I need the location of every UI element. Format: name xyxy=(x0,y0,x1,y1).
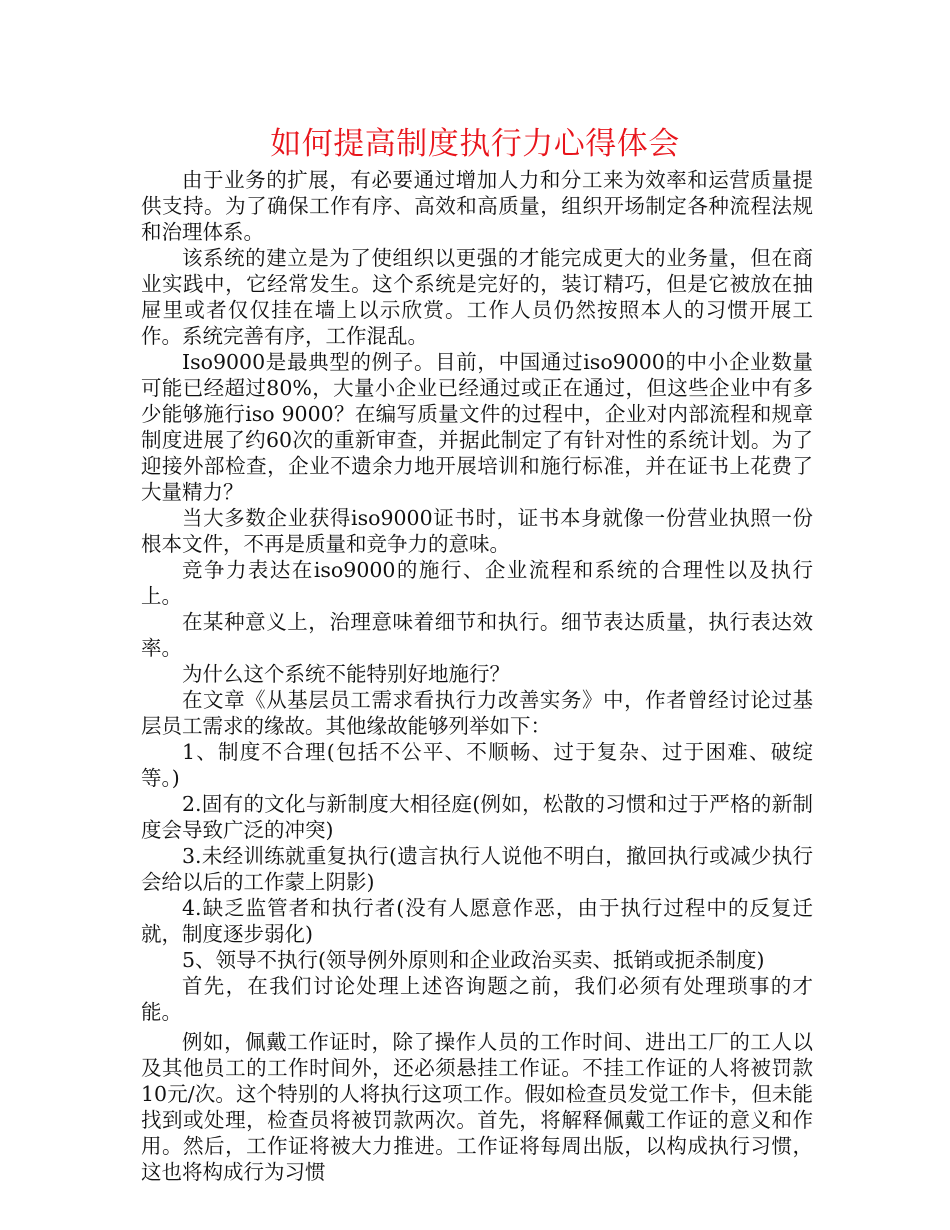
document-title: 如何提高制度执行力心得体会 xyxy=(270,126,680,162)
list-item-3: 3.未经训练就重复执行(遗言执行人说他不明白，撤回执行或减少执行会给以后的工作蒙上阴影) xyxy=(141,844,813,894)
document-body xyxy=(141,167,813,1185)
paragraph-1: 由于业务的扩展，有必要通过增加人力和分工来为效率和运营质量提供支持。为了确保工作有序、高效和高质量，组织开场制定各种流程法规和治理体系。 xyxy=(141,168,813,244)
list-item-4: 4.缺乏监管者和执行者(没有人愿意作恶，由于执行过程中的反复迁就，制度逐步弱化) xyxy=(141,896,813,946)
paragraph-10: 例如，佩戴工作证时，除了操作人员的工作时间、进出工厂的工人以及其他员工的工作时间外，还必须悬挂工作证。不挂工作证的人将被罚款10元/次。这个特别的人将执行这项工作。假如检查员发觉工作卡，但未能找到或处理，检查员将被罚款两次。首先，将解释佩戴工作证的意义和作用。然后，工作证将被大力推进。工作证将每周出版，以构成执行习惯，这也将构成行为习惯 xyxy=(141,1030,813,1184)
paragraph-4: 当大多数企业获得iso9000证书时，证书本身就像一份营业执照一份根本文件，不再是质量和竞争力的意味。 xyxy=(141,506,813,556)
list-item-5: 5、领导不执行(领导例外原则和企业政治买卖、抵销或扼杀制度) xyxy=(182,948,765,972)
list-item-1: 1、制度不合理(包括不公平、不顺畅、过于复杂、过于困难、破绽等。) xyxy=(141,740,813,790)
paragraph-6: 在某种意义上，治理意味着细节和执行。细节表达质量，执行表达效率。 xyxy=(141,610,813,660)
paragraph-8: 在文章《从基层员工需求看执行力改善实务》中，作者曾经讨论过基层员工需求的缘故。其他缘故能够列举如下： xyxy=(141,688,813,738)
paragraph-9: 首先，在我们讨论处理上述咨询题之前，我们必须有处理琐事的才能。 xyxy=(141,974,813,1024)
list-item-2: 2.固有的文化与新制度大相径庭(例如，松散的习惯和过于严格的新制度会导致广泛的冲突) xyxy=(141,792,813,842)
paragraph-5: 竞争力表达在iso9000的施行、企业流程和系统的合理性以及执行上。 xyxy=(141,558,813,608)
paragraph-2: 该系统的建立是为了使组织以更强的才能完成更大的业务量，但在商业实践中，它经常发生。这个系统是完好的，装订精巧，但是它被放在抽屉里或者仅仅挂在墙上以示欣赏。工作人员仍然按照本人的习惯开展工作。系统完善有序，工作混乱。 xyxy=(141,246,813,348)
paragraph-7: 为什么这个系统不能特别好地施行？ xyxy=(182,662,510,686)
paragraph-3: Iso9000是最典型的例子。目前，中国通过iso9000的中小企业数量可能已经超过80%，大量小企业已经通过或正在通过，但这些企业中有多少能够施行iso 9000？在编写质量文件的过程中，企业对内部流程和规章制度进展了约60次的重新审查，并据此制定了有针对性的系统计划。为了迎接外部检查，企业不遗余力地开展培训和施行标准，并在证书上花费了大量精力？ xyxy=(141,350,813,504)
